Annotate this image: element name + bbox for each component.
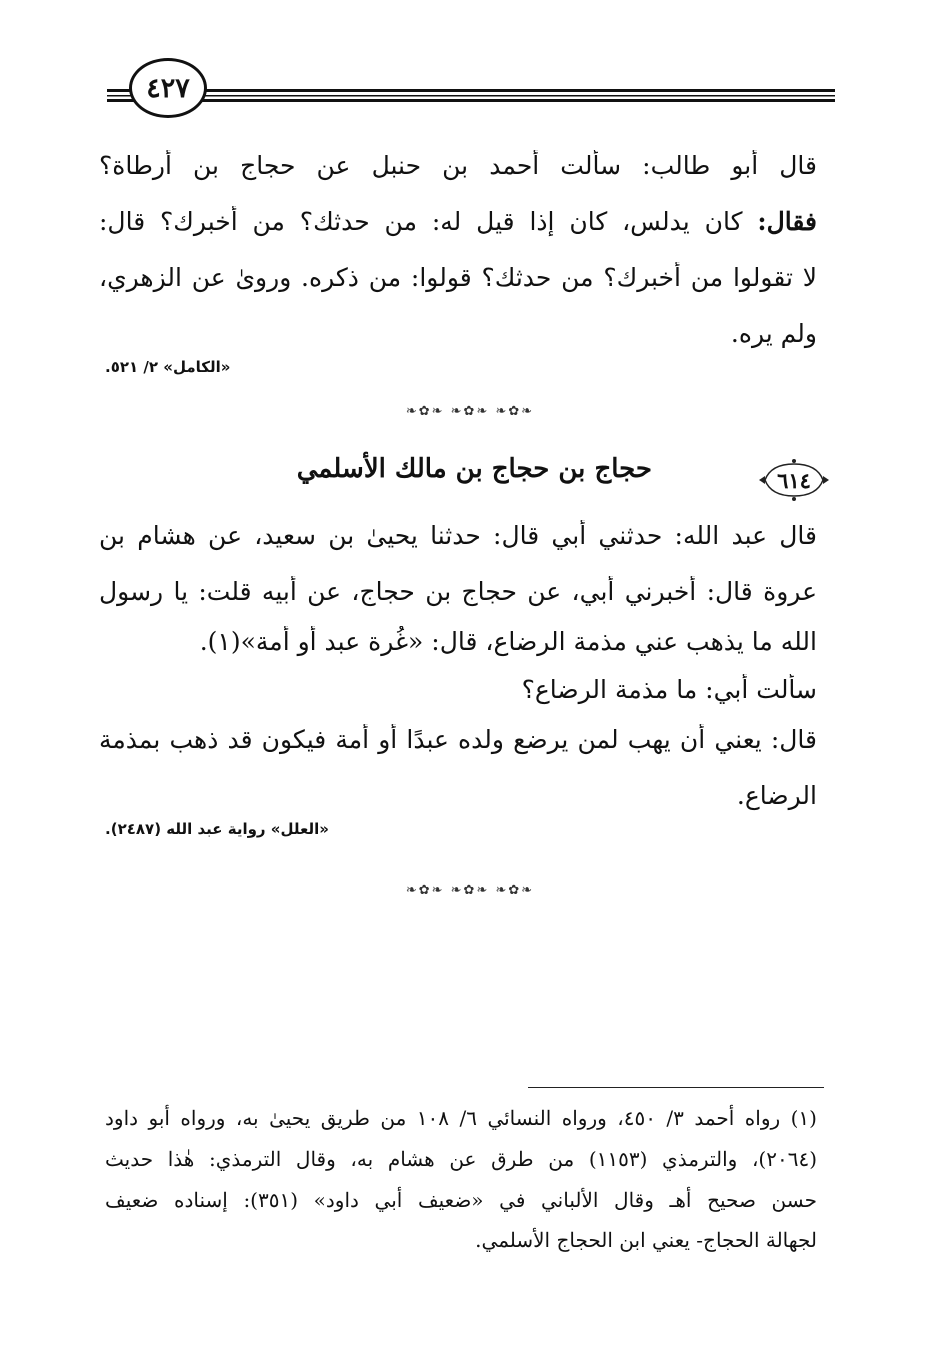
footnote-line: حسن صحيح أهـ وقال الألباني في «ضعيف أبي داود» (٣٥١): إسناده ضعيف — [105, 1188, 817, 1212]
body-line — [99, 780, 817, 812]
ornament-divider: ❧✿❧ ❧✿❧ ❧✿❧ — [405, 883, 535, 898]
entry-title: حجاج بن حجاج بن مالك الأسلمي — [296, 454, 652, 484]
line-text: قال: يعني أن يهب لمن يرضع ولده عبدًا أو أمة فيكون قد ذهب بمذمة — [99, 725, 817, 754]
header-rule — [107, 86, 835, 106]
body-line — [99, 262, 817, 294]
line-text: قال عبد الله: حدثني أبي قال: حدثنا يحيىٰ بن سعيد، عن هشام بن — [99, 521, 817, 550]
body-line — [99, 520, 817, 552]
ornament-divider: ❧✿❧ ❧✿❧ ❧✿❧ — [405, 404, 535, 419]
line-text: سألت أبي: ما مذمة الرضاع؟ — [521, 675, 817, 704]
page-number: ٤٢٧ — [129, 58, 207, 118]
source-reference: «الكامل» ٢/ ٥٢١. — [105, 358, 231, 376]
line-text: كان يدلس، كان إذا قيل له: من حدثك؟ من أخبرك؟ قال: — [99, 207, 758, 236]
body-line — [99, 724, 817, 756]
entry-number: ٦١٤ — [777, 467, 811, 493]
source-reference: «العلل» رواية عبد الله (٢٤٨٧). — [105, 820, 329, 838]
body-line — [99, 318, 817, 350]
body-line — [99, 576, 817, 608]
bold-lead: فقال: — [757, 207, 817, 236]
footnote-separator — [528, 1087, 824, 1088]
footnote-line: (٢٠٦٤)، والترمذي (١١٥٣) من طرق عن هشام به، وقال الترمذي: هٰذا حديث — [105, 1147, 817, 1171]
line-text: ولم يره. — [730, 319, 817, 348]
line-text: الله ما يذهب عني مذمة الرضاع، قال: «غُرة عبد أو أمة»(١). — [199, 627, 817, 656]
body-line — [99, 674, 817, 706]
body-line — [99, 150, 817, 182]
body-line — [99, 626, 817, 658]
line-text: الرضاع. — [736, 781, 817, 810]
line-text: عروة قال: أخبرني أبي، عن حجاج بن حجاج، عن أبيه قلت: يا رسول — [99, 577, 817, 606]
footnote-line: (١) رواه أحمد ٣/ ٤٥٠، ورواه النسائي ٦/ ١٠٨ من طريق يحيىٰ به، ورواه أبو داود — [105, 1106, 817, 1130]
line-text: لا تقولوا من أخبرك؟ من حدثك؟ قولوا: من ذكره. وروىٰ عن الزهري، — [99, 263, 817, 292]
body-line — [99, 206, 817, 238]
line-text: قال أبو طالب: سألت أحمد بن حنبل عن حجاج بن أرطاة؟ — [99, 151, 817, 180]
footnote-line: لجهالة الحجاج- يعني ابن الحجاج الأسلمي. — [475, 1228, 817, 1252]
